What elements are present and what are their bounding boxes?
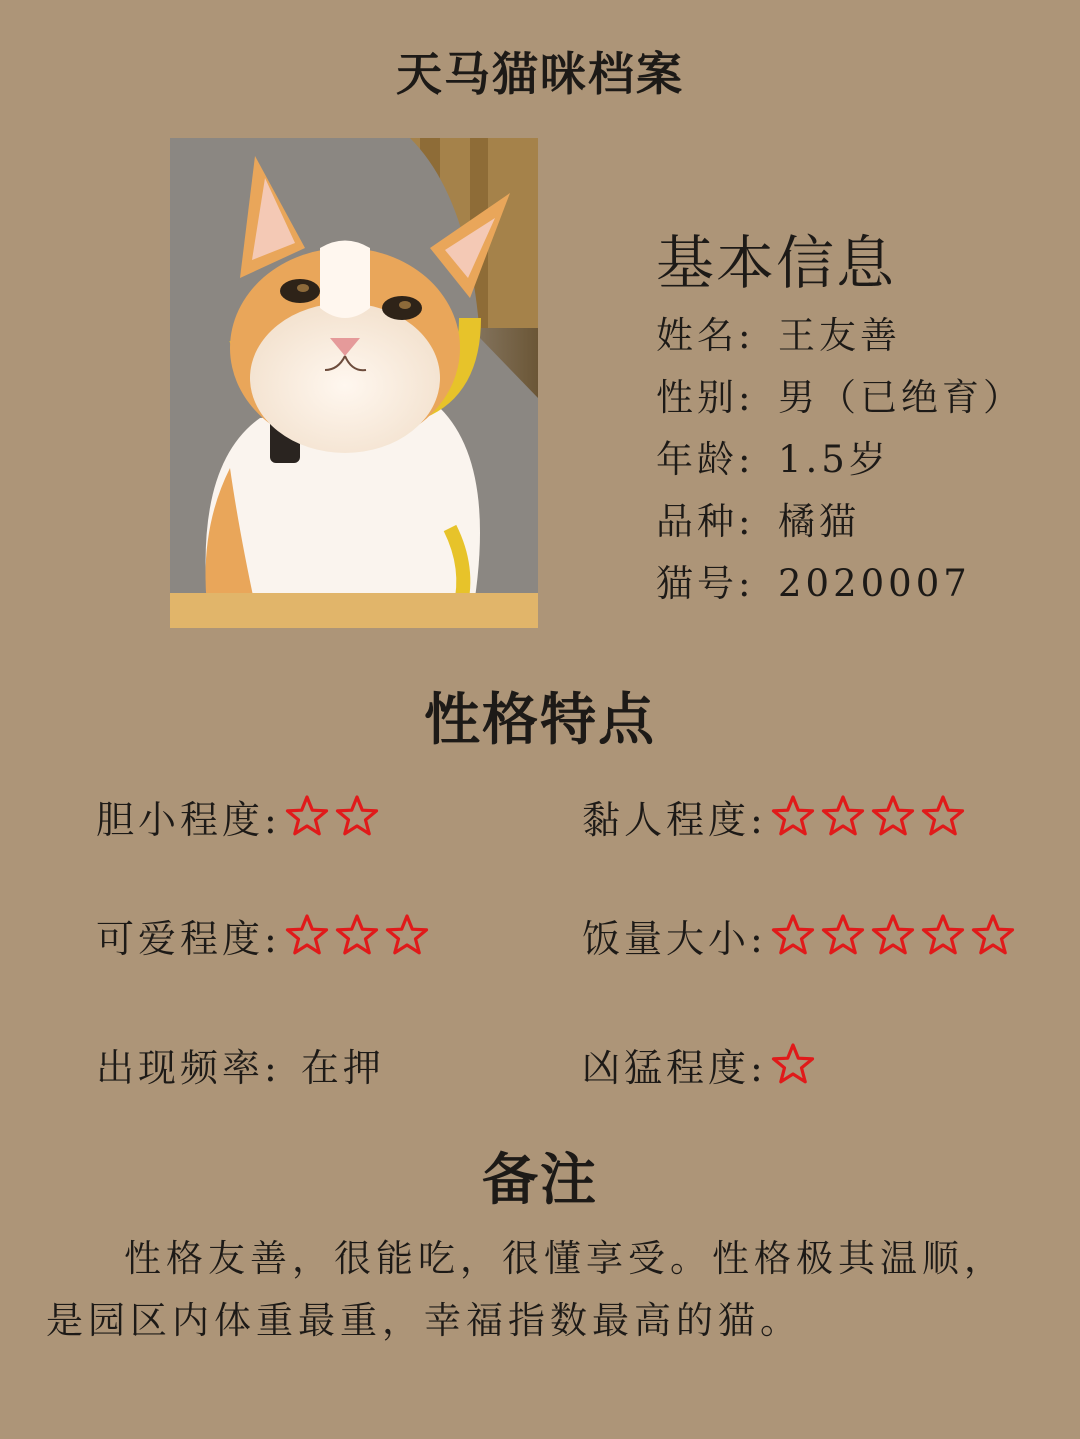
- star-rating: [771, 1043, 815, 1085]
- page-title: 天马猫咪档案: [396, 47, 684, 101]
- info-label: 年龄:: [656, 438, 755, 481]
- info-value: 男（已绝育）: [778, 376, 1024, 419]
- star-icon: [771, 1043, 815, 1085]
- star-icon: [871, 914, 915, 956]
- info-label: 姓名:: [656, 314, 755, 357]
- star-rating: [771, 914, 1015, 956]
- star-icon: [771, 795, 815, 837]
- trait-label: 可爱程度:: [96, 916, 281, 961]
- basic-info-heading: 基本信息: [656, 229, 897, 297]
- star-rating: [285, 914, 429, 956]
- info-row-age: [656, 429, 1024, 491]
- info-value: 1.5岁: [778, 438, 890, 481]
- trait-label: 黏人程度:: [582, 797, 767, 842]
- info-row-cat-number: [656, 553, 1024, 615]
- star-icon: [285, 914, 329, 956]
- star-icon: [771, 914, 815, 956]
- star-icon: [285, 795, 329, 837]
- star-icon: [921, 914, 965, 956]
- info-label: 性别:: [656, 376, 755, 419]
- basic-info-section: [656, 225, 1024, 615]
- notes-text: 性格友善，很能吃，很懂享受。性格极其温顺，是园区内体重最重，幸福指数最高的猫。: [46, 1237, 1006, 1342]
- trait-appearance-frequency: [96, 1034, 385, 1094]
- trait-timidity: [96, 786, 379, 846]
- star-icon: [871, 795, 915, 837]
- info-row-breed: [656, 491, 1024, 553]
- info-label: 品种:: [656, 500, 755, 543]
- star-icon: [335, 914, 379, 956]
- info-label: 猫号:: [656, 562, 755, 605]
- star-icon: [921, 795, 965, 837]
- info-row-name: [656, 305, 1024, 367]
- trait-appetite: [582, 905, 1015, 965]
- cat-photo: [170, 138, 538, 628]
- trait-cuteness: [96, 905, 429, 965]
- star-rating: [771, 795, 965, 837]
- info-row-gender: [656, 367, 1024, 429]
- star-icon: [971, 914, 1015, 956]
- info-value: 2020007: [778, 562, 971, 605]
- info-value: 橘猫: [778, 500, 860, 543]
- notes-heading: 备注: [482, 1148, 598, 1213]
- trait-clinginess: [582, 786, 965, 846]
- star-icon: [821, 795, 865, 837]
- trait-value: 在押: [300, 1045, 385, 1090]
- info-value: 王友善: [778, 314, 901, 357]
- personality-heading: 性格特点: [424, 688, 656, 753]
- trait-label: 饭量大小:: [582, 916, 767, 961]
- trait-ferocity: [582, 1034, 815, 1094]
- star-icon: [385, 914, 429, 956]
- star-icon: [335, 795, 379, 837]
- trait-label: 出现频率:: [96, 1045, 281, 1090]
- star-rating: [285, 795, 379, 837]
- trait-label: 凶猛程度:: [582, 1045, 767, 1090]
- star-icon: [821, 914, 865, 956]
- trait-label: 胆小程度:: [96, 797, 281, 842]
